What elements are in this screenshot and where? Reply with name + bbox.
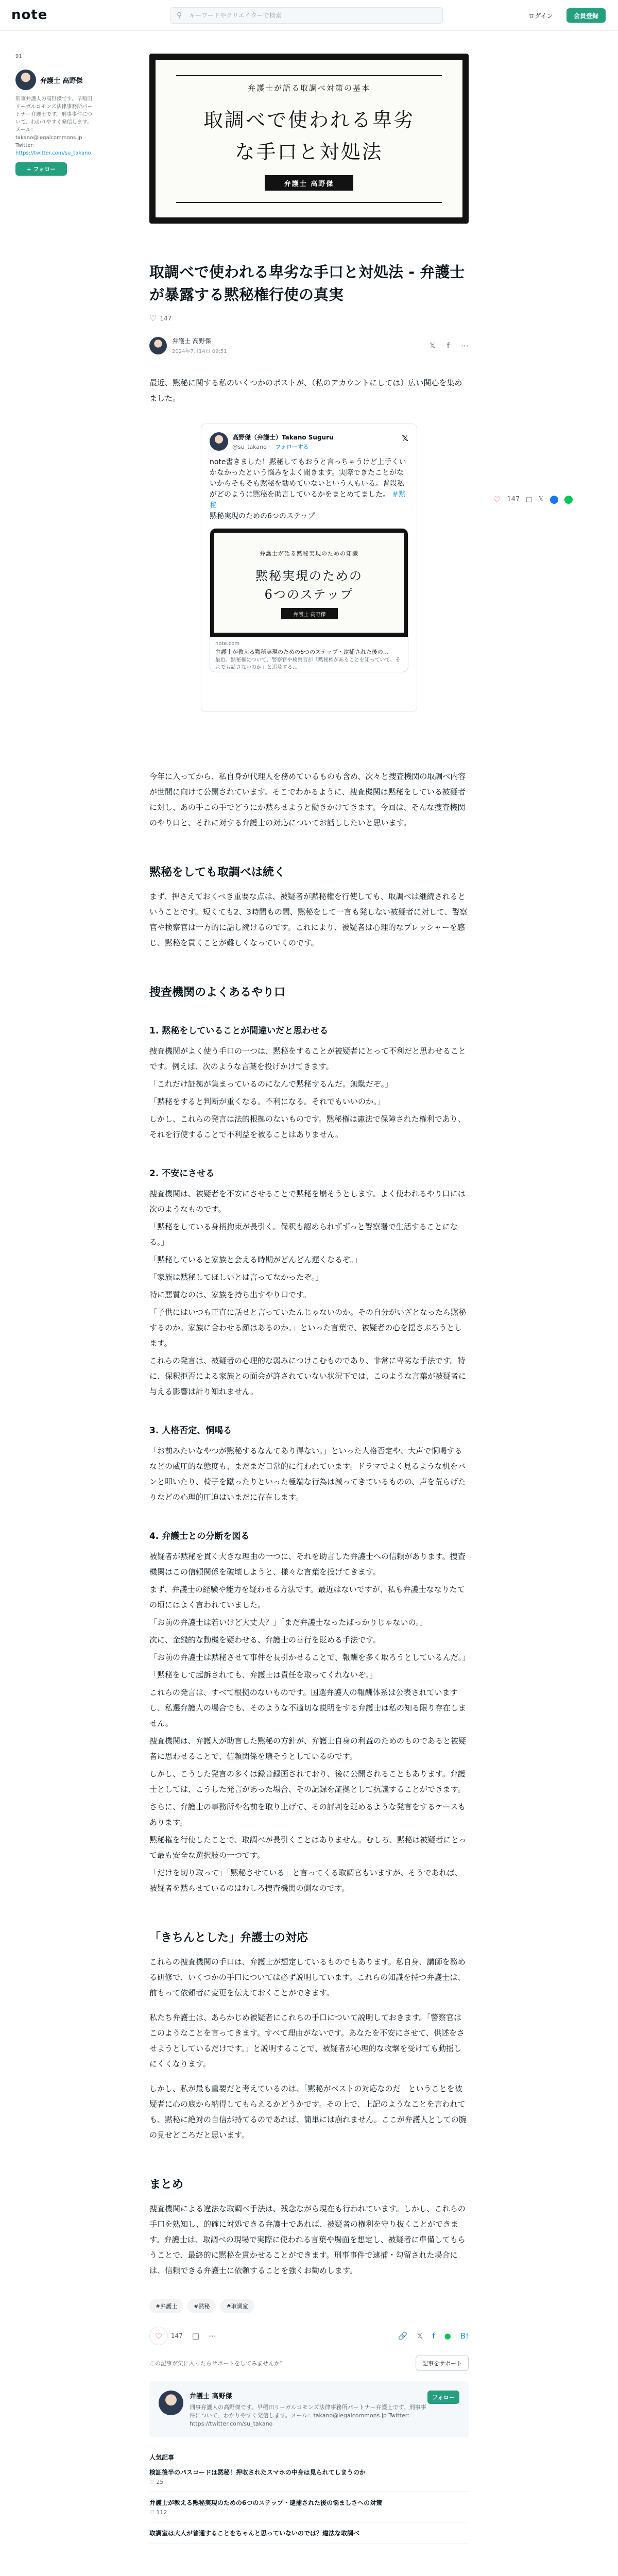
facebook-icon[interactable]: f (432, 2331, 435, 2341)
sidebar-count: 91 (15, 54, 22, 59)
avatar[interactable] (149, 337, 167, 354)
subsection-heading: 3. 人格否定、恫喝る (149, 1426, 232, 1436)
subsection-heading: 2. 不安にさせる (149, 1168, 215, 1179)
hero-subtitle: 弁護士が語る取調べ対策の基本 (247, 83, 370, 93)
popular-title[interactable]: 取調室は大人が普通することをちゃんと思っていないのでは？違法な取調べ (149, 2530, 360, 2537)
note-logo[interactable]: note (11, 7, 48, 23)
subsection-heading: 1. 黙秘をしていることが間違いだと思わせる (149, 1026, 329, 1036)
heart-icon: ♡ (149, 2509, 157, 2516)
profile-follow-button[interactable]: フォロー (427, 2391, 459, 2404)
heart-icon[interactable]: ♡ (493, 495, 501, 504)
popular-articles (149, 2453, 469, 2544)
sidebar-follow-button[interactable] (15, 162, 67, 176)
person-plus-icon: + (26, 165, 33, 173)
floating-action-bar (493, 495, 573, 504)
list-item[interactable] (149, 2522, 469, 2544)
paragraph: しかし、こうした発言の多くは録音録画されており、後に公開されることもあります。弁護士としては、こうした発言があった場合、その記録を証拠として抗議することができます。 (149, 1769, 466, 1794)
paragraph: これらの発言は、すべて根拠のないものです。国選弁護人の報酬体系は公表されていますし、私選弁護人の場合でも、そのような不適切な説明をする弁護士は私の知る限り存在しません。 (149, 1688, 467, 1728)
paragraph: 私たち弁護士は、あらかじめ被疑者にこれらの手口について説明しておきます。「警察官はこのようなことを言ってきます。すべて理由がないです。あなたを不安にさせて、供述をさせようとしているだけです。」と説明することで、被疑者が心理的な攻撃を受けても動揺しにくくなります。 (149, 2013, 465, 2069)
paragraph: 「お前みたいなやつが黙秘するなんてあり得ない。」といった人格否定や、大声で恫喝するなどの威圧的な態度も、まだまだ日常的に行われています。ドラマでよく見るような机をバンと叩いたり、椅子を蹴ったりといった極端な行為は減ってきているものの、声を荒らげたりなどの心理的圧迫はいまだに存在します。 (149, 1446, 466, 1502)
paragraph: まず、押さえておくべき重要な点は、被疑者が黙秘権を行使しても、取調べは継続されるということです。短くても2、3時間もの間、黙秘をして一言も発しない被疑者に対して、警察官や検察官は一方的に話し続けるのです。これにより、被疑者は心理的なプレッシャーを感じ、黙秘を貫くことが難しくなっていくのです。 (149, 892, 468, 947)
tweet-text (210, 457, 408, 522)
paragraph: 次に、金銭的な動機を疑わせる、弁護士の善行を貶める手法です。 (149, 1635, 381, 1645)
hatena-icon[interactable]: B! (460, 2331, 469, 2341)
tweet-card-title1: 黙秘実現のための (255, 569, 363, 583)
tweet-body: note書きました！黙秘してもおうと言っちゃうけど上手くいかなかったという悩みをよく聞きます。実際できたことがないからそもそも黙秘を勧めていないという人もいる。普段私がどのように黙秘を助言しているかをまとめてました。 (210, 458, 406, 499)
paragraph: 捜査機関がよく使う手口の一つは、黙秘をすることが被疑者にとって不利だと思わせることです。例えば、次のような言葉を投げかけてきます。 (149, 1046, 466, 1071)
paragraph: 捜査機関は、弁護人が助言した黙秘の方針が、弁護士自身の利益のためのものであると被疑者に思わせることで、信頼関係を壊そうとしているのです。 (149, 1736, 467, 1761)
article-sections (149, 863, 469, 2278)
article-title: 取調べで使われる卑劣な手口と対処法 - 弁護士が暴露する黙秘権行使の真実 (149, 263, 465, 303)
bottom-share-icons (398, 2331, 469, 2341)
hero-title-line1: 取調べで使われる卑劣 (203, 109, 415, 131)
tweet-handle[interactable]: @su_takano (232, 443, 267, 450)
popular-heading: 人気記事 (149, 2454, 175, 2461)
popular-likes: 112 (156, 2509, 167, 2516)
share-icons (430, 341, 469, 350)
embedded-tweet[interactable] (201, 423, 417, 712)
avatar[interactable] (159, 2391, 183, 2415)
heart-icon: ♡ (154, 2331, 163, 2341)
sidebar-bio (15, 95, 93, 157)
tweet-link-card[interactable] (210, 528, 408, 672)
author-sidebar (15, 54, 93, 176)
sidebar-bio-text: 刑事弁護人の高野傑です。早稲田リーガルコモンズ法律事務所パートナー弁護士です。刑事事件について、わかりやすく発信します。メール：takano@legalcommons.jp Twitter： (15, 96, 93, 148)
support-row (149, 2355, 469, 2371)
tweet-header (210, 432, 408, 451)
paragraph: これらの発言は、被疑者の心理的な弱みにつけこむものであり、非常に卑劣な手法です。特に、保釈拒否による家族との面会が許されていない状況下では、このような言葉が被疑者に与える影響は計り知れません。 (149, 1356, 467, 1396)
tweet-card-meta (210, 637, 408, 672)
tweet-link-title: 黙秘実現のための6つのステップ (210, 512, 315, 520)
paragraph: 「黙秘をして起訴されても、弁護士は責任を取ってくれないぞ。」 (149, 1670, 377, 1680)
paragraph: まず、弁護士の経験や能力を疑わせる方法です。最近はないですが、私も弁護士ななりたての頃にはよく言われていました。 (149, 1585, 465, 1609)
author-row (149, 336, 469, 354)
facebook-icon[interactable] (550, 496, 558, 504)
paragraph: 捜査機関は、被疑者を不安にさせることで黙秘を崩そうとします。よく使われるやり口には次のようなものです。 (149, 1189, 466, 1214)
tweet-author-name[interactable]: 高野傑（弁護士）Takano Suguru (232, 433, 334, 441)
tag[interactable]: #取調室 (220, 2299, 254, 2313)
profile-card-body (190, 2391, 426, 2428)
tag[interactable]: #黙秘 (187, 2299, 216, 2313)
more-icon[interactable]: ⋯ (461, 341, 469, 350)
bottom-like-count: 147 (171, 2332, 183, 2340)
paragraph: しかし、これらの発言は法的根拠のないものです。黙秘権は憲法で保障された権利であり、それを行使することで不利益を被ることはありません。 (149, 1114, 466, 1139)
tweet-card-title2: 6つのステップ (264, 587, 354, 602)
x-share-icon[interactable]: 𝕏 (538, 496, 544, 503)
more-icon[interactable]: ⋯ (209, 2331, 217, 2341)
search-input[interactable] (189, 12, 436, 19)
paragraph: 「子供にはいつも正直に話せと言っていたんじゃないのか。その自分がいざとなったら黙秘するのか。家族に合わせる顔はあるのか。」といった言葉で、被疑者の心を揺さぶろうとします。 (149, 1308, 467, 1348)
popular-title[interactable]: 検証後半のパスコードは黙秘！押収されたスマホの中身は見られてしまうのか (149, 2469, 366, 2476)
tweet-hashtag[interactable]: #黙秘 (210, 490, 406, 510)
tweet-card-domain: note.com (215, 641, 240, 647)
paragraph: 捜査機関による違法な取調べ手法は、残念ながら現在も行われています。しかし、これらの手口を熟知し、的確に対処できる弁護士であれば、被疑者の権利を守り抜くことができます。弁護士は、取調べの現場で実際に使われる言葉や場面を想定し、被疑者に準備してもらうことで、最終的に黙秘を貫かせることができます。刑事事件で逮捕・勾留された場合には、信頼できる弁護士に依頼することを強くお勧めします。 (149, 2204, 466, 2275)
hero-divider-bottom (176, 202, 442, 203)
paragraph: 「黙秘をすると判断が重くなる。不利になる。それでもいいのか。」 (149, 1097, 385, 1106)
avatar[interactable] (210, 432, 228, 451)
facebook-icon[interactable]: f (447, 341, 450, 350)
support-button[interactable]: 記事をサポート (416, 2355, 469, 2371)
like-button[interactable] (149, 2327, 168, 2345)
likes-row (149, 313, 469, 323)
avatar[interactable] (15, 70, 36, 90)
tweet-card-subtitle: 弁護士が語る黙秘実現のための知識 (260, 550, 358, 557)
tweet-card-ctitle: 弁護士が教える黙秘実現のための6つのステップ・逮捕された後の… (215, 649, 389, 655)
after-tweet-paragraph: 今年に入ってから、私自身が代理人を務めているものも含め、次々と捜査機関の取調べ内容が世間に向けて公開されています。そこでわかるように、捜査機関は黙秘をしている被疑者に対し、あの手この手でどうにか黙らせようと働きかけてきます。今回は、そんな捜査機関のやり口と、それに対する弁護士の対応についてお話ししたいと思います。 (149, 772, 466, 827)
popular-likes: 25 (156, 2479, 164, 2485)
popular-likes-row (149, 2509, 469, 2516)
publish-date: 2024年7月14日 09:51 (172, 349, 227, 354)
tweet-card-badge: 弁護士 高野傑 (281, 608, 338, 619)
heart-icon: ♡ (149, 2479, 157, 2485)
paragraph: これらの捜査機関の手口は、弁護士が想定しているものでもあります。私自身、講師を務める研修で、いくつかの手口については必ず説明しています。これらの知識を持つ弁護士は、前もって依頼者に変更を伝えておくことができます。 (149, 1957, 466, 1997)
section-heading: 「きちんとした」弁護士の対応 (149, 1931, 308, 1944)
section-heading: 捜査機関のよくあるやり口 (149, 986, 286, 999)
tweet-card-image (210, 529, 408, 637)
author-profile-card (149, 2381, 469, 2437)
paragraph: 「黙秘をしている身柄拘束が長引く。保釈も認められずずっと警察署で生活することになる。」 (149, 1222, 458, 1247)
hero-title-line2: な手口と対処法 (235, 141, 383, 163)
hero-divider-top (176, 75, 442, 76)
paragraph: 「家族は黙秘してほしいとは言ってなかったぞ。」 (149, 1273, 323, 1282)
tweet-handle-row: @su_takano · フォローする (232, 443, 309, 450)
paragraph: 被疑者が黙秘を貫く大きな理由の一つに、それを助言した弁護士への信頼があります。捜査機関はこの信頼関係を破壊しようと、様々な言葉を投げてきます。 (149, 1552, 466, 1577)
top-header (0, 0, 618, 31)
x-share-icon[interactable]: 𝕏 (417, 2331, 423, 2341)
like-count: 147 (160, 314, 172, 322)
tag[interactable]: #弁護士 (149, 2299, 183, 2313)
section-heading: まとめ (149, 2178, 184, 2191)
intro-paragraph: 最近、黙秘に関する私のいくつかのポストが、（私のアカウントにしては）広い関心を集めました。 (149, 378, 462, 403)
sidebar-author-name[interactable]: 弁護士 高野傑 (40, 77, 83, 85)
paragraph: 特に悪質なのは、家族を持ち出すやり口です。 (149, 1290, 311, 1299)
line-icon[interactable]: ● (444, 2331, 451, 2341)
tweet-card-image-inner (214, 533, 404, 633)
paragraph: さらに、弁護士の事務所や名前を取り上げて、その評判を貶めるような発言をするケースもあります。 (149, 1802, 466, 1827)
support-text: この記事が気に入ったらサポートをしてみませんか？ (149, 2360, 285, 2367)
x-logo-icon[interactable]: 𝕏 (402, 433, 408, 443)
paragraph: 「黙秘していると家族と会える時期がどんどん遅くなるぞ。」 (149, 1255, 362, 1264)
comment-icon[interactable]: □ (192, 2331, 200, 2341)
list-item[interactable] (149, 2492, 469, 2522)
sidebar-author[interactable] (15, 70, 93, 90)
tag-list (149, 2299, 469, 2313)
x-share-icon[interactable]: 𝕏 (429, 341, 436, 350)
signup-button[interactable]: 会員登録 (566, 8, 606, 23)
search-box[interactable] (170, 7, 443, 24)
profile-bio: 刑事弁護人の高野傑です。早稲田リーガルコモンズ法律事務所パートナー弁護士です。刑事事件について、わかりやすく発信します。メール：takano@legalcommons.jp Twitter：https://twitter.com/su_takano (190, 2404, 426, 2427)
tweet-author-block (228, 433, 334, 451)
line-icon[interactable] (564, 496, 573, 504)
hero-author-badge: 弁護士 高野傑 (265, 175, 353, 191)
tweet-follow-link[interactable]: フォローする (275, 443, 309, 450)
subsection-heading: 4. 弁護士との分断を図る (149, 1531, 250, 1541)
paragraph: 黙秘権を行使したことで、取調べが長引くことはありません。むしろ、黙秘は被疑者にとって最も安全な選択肢の一つです。 (149, 1835, 467, 1860)
popular-title[interactable]: 弁護士が教える黙秘実現のための6つのステップ・逮捕された後の悩ましさへの対策 (149, 2499, 383, 2506)
tweet-card-desc: 最近、黙秘権について、警察官や検察官が「黙秘権があることを知っていて、それでも話さないのか」と追及する… (215, 657, 401, 670)
hero-card (156, 60, 462, 217)
comment-icon[interactable]: □ (526, 496, 533, 503)
profile-name[interactable]: 弁護士 高野傑 (190, 2393, 232, 2400)
paragraph: 「お前の弁護士は若いけど大丈夫？」「まだ弁護士なったばっかりじゃないの。」 (149, 1618, 427, 1627)
popular-likes-row (149, 2479, 469, 2485)
link-icon[interactable]: 🔗 (398, 2331, 408, 2341)
floating-like-count: 147 (507, 496, 520, 503)
paragraph: 「これだけ証拠が集まっているのになんで黙秘するんだ。無駄だぞ。」 (149, 1079, 393, 1089)
section-heading: 黙秘をしても取調べは続く (149, 866, 286, 879)
follow-label: フォロー (33, 166, 56, 173)
paragraph: 「だけを切り取って」「黙秘させている」と言ってくる取調官もいますが、そうであれば、被疑者を黙らせているのはむしろ捜査機関の側なのです。 (149, 1868, 462, 1893)
login-button[interactable]: ログイン (528, 12, 553, 20)
author-name[interactable]: 弁護士 高野傑 (172, 337, 211, 345)
sidebar-twitter-link[interactable]: https://twitter.com/su_takano (15, 150, 91, 156)
hero-image (149, 54, 469, 224)
article-column (149, 54, 469, 2544)
paragraph: しかし、私が最も重要だと考えているのは、「黙秘がベストの対応なのだ」ということを被疑者に心の底から納得してもらえるかどうかです。その上で、上記のようなことを言われても、黙秘に絶対の自信が持てるのであれば、簡単には崩れません。ここが弁護人としての腕の見せどころだと思います。 (149, 2084, 467, 2140)
bottom-action-bar (149, 2327, 469, 2345)
search-icon: ⚲ (177, 11, 182, 20)
list-item[interactable] (149, 2462, 469, 2492)
heart-icon[interactable]: ♡ (149, 313, 157, 323)
author-meta (172, 336, 227, 354)
paragraph: 「お前の弁護士は黙秘させて事件を長引かせることで、報酬を多く取ろうとしているんだ。」 (149, 1653, 470, 1662)
